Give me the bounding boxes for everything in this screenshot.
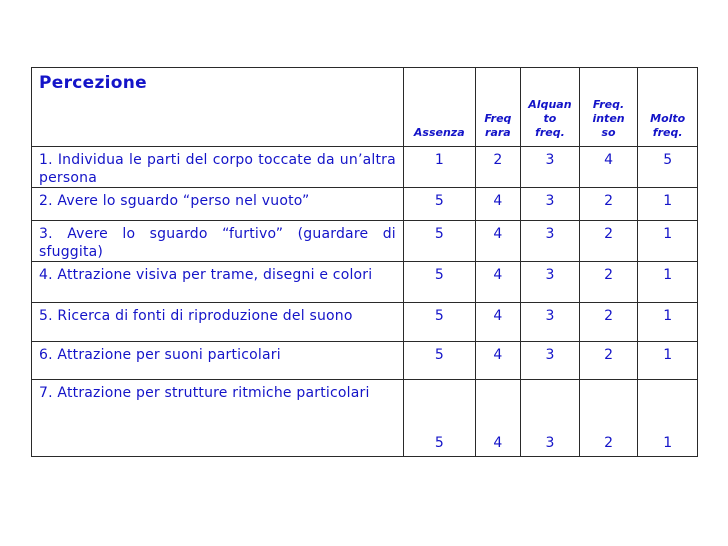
score-cell: [403, 188, 475, 221]
header-label: Freq. inten so: [592, 98, 625, 139]
header-row: [32, 68, 698, 147]
score-cell: [521, 342, 580, 380]
table-row: [32, 262, 698, 303]
item-label: 6. Attrazione per suoni particolari: [39, 347, 281, 363]
score-value: 1: [663, 308, 673, 324]
table-row: [32, 303, 698, 342]
score-cell: [521, 147, 580, 188]
score-cell: [579, 342, 638, 380]
item-label: 4. Attrazione visiva per trame, disegni e colori: [39, 267, 373, 283]
score-value: 4: [604, 152, 613, 168]
score-value: 2: [604, 267, 613, 283]
score-value: 5: [663, 152, 673, 168]
score-value: 3: [545, 193, 555, 209]
item-cell: [32, 342, 404, 380]
score-cell: [475, 221, 520, 262]
score-cell: [521, 262, 580, 303]
score-value: 5: [434, 193, 444, 209]
score-cell: [521, 380, 580, 457]
item-label: 5. Ricerca di fonti di riproduzione del suono: [39, 308, 353, 324]
item-cell: [32, 147, 404, 188]
table-title: Percezione: [39, 73, 148, 93]
score-cell: [475, 342, 520, 380]
score-value: 1: [434, 152, 444, 168]
score-value: 4: [493, 267, 503, 283]
score-cell: [475, 188, 520, 221]
score-value: 2: [604, 347, 613, 363]
score-value: 3: [545, 152, 555, 168]
item-cell: [32, 221, 404, 262]
table-row: [32, 188, 698, 221]
header-cell-molto-freq: [638, 68, 698, 147]
item-cell: [32, 380, 404, 457]
score-cell: [475, 147, 520, 188]
score-value: 3: [545, 347, 555, 363]
score-value: 4: [493, 347, 503, 363]
score-cell: [579, 380, 638, 457]
score-cell: [521, 221, 580, 262]
table-row: [32, 147, 698, 188]
score-cell: [403, 147, 475, 188]
score-cell: [403, 262, 475, 303]
item-label: 7. Attrazione per strutture ritmiche particolari: [39, 385, 370, 401]
score-cell: [638, 221, 698, 262]
score-cell: [638, 262, 698, 303]
score-value: 1: [663, 347, 673, 363]
header-label: Alquan to freq.: [528, 98, 572, 139]
header-label: Freq rara: [484, 112, 512, 139]
header-cell-assenza: [403, 68, 475, 147]
score-value: 5: [434, 267, 444, 283]
score-value: 2: [604, 308, 613, 324]
score-value: 2: [604, 435, 613, 451]
header-label: Molto freq.: [650, 112, 686, 139]
score-cell: [579, 188, 638, 221]
score-cell: [579, 303, 638, 342]
score-value: 1: [663, 226, 673, 242]
item-label: 3. Avere lo sguardo “furtivo” (guardare di sfuggita): [39, 226, 396, 260]
score-cell: [403, 221, 475, 262]
table-row: [32, 221, 698, 262]
score-value: 5: [434, 308, 444, 324]
score-cell: [521, 188, 580, 221]
item-label: 1. Individua le parti del corpo toccate da un’altra persona: [39, 152, 396, 186]
score-cell: [475, 262, 520, 303]
score-cell: [638, 147, 698, 188]
score-value: 3: [545, 226, 555, 242]
score-cell: [638, 342, 698, 380]
header-cell-freq-intenso: [579, 68, 638, 147]
score-value: 1: [663, 193, 673, 209]
score-value: 1: [663, 267, 673, 283]
score-value: 4: [493, 226, 503, 242]
score-cell: [403, 342, 475, 380]
score-value: 5: [434, 347, 444, 363]
score-cell: [579, 221, 638, 262]
score-value: 3: [545, 267, 555, 283]
score-value: 3: [545, 308, 555, 324]
item-cell: [32, 303, 404, 342]
table-row: [32, 342, 698, 380]
score-value: 4: [493, 435, 503, 451]
score-cell: [579, 147, 638, 188]
item-cell: [32, 262, 404, 303]
item-cell: [32, 188, 404, 221]
score-cell: [638, 188, 698, 221]
score-value: 3: [545, 435, 555, 451]
score-value: 5: [434, 435, 444, 451]
score-cell: [638, 303, 698, 342]
item-label: 2. Avere lo sguardo “perso nel vuoto”: [39, 193, 310, 209]
score-value: 2: [493, 152, 503, 168]
score-value: 2: [604, 193, 613, 209]
table-row: [32, 380, 698, 457]
title-cell: [32, 68, 404, 147]
score-cell: [475, 303, 520, 342]
score-value: 5: [434, 226, 444, 242]
score-cell: [403, 303, 475, 342]
score-cell: [638, 380, 698, 457]
score-cell: [403, 380, 475, 457]
score-value: 2: [604, 226, 613, 242]
header-label: Assenza: [413, 126, 465, 139]
score-cell: [579, 262, 638, 303]
perception-rating-table: [31, 67, 698, 457]
score-value: 1: [663, 435, 673, 451]
score-cell: [475, 380, 520, 457]
score-cell: [521, 303, 580, 342]
header-cell-alquanto-freq: [521, 68, 580, 147]
score-value: 4: [493, 308, 503, 324]
score-value: 4: [493, 193, 503, 209]
header-cell-freq-rara: [475, 68, 520, 147]
